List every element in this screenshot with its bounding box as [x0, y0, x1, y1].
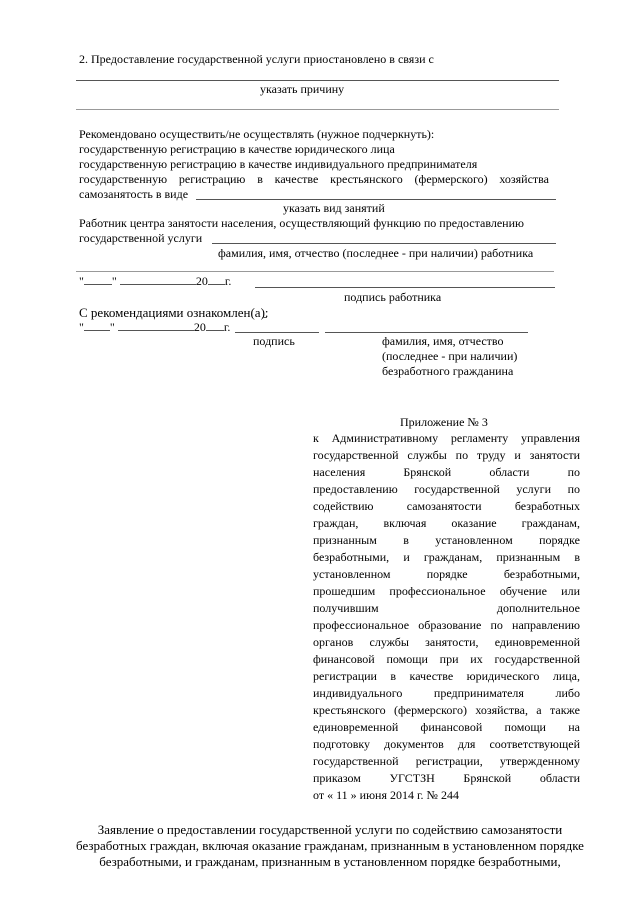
- acquainted-date-close-quote: ": [109, 320, 115, 334]
- appendix-line: органов службы занятости, единовременной: [313, 635, 580, 649]
- statement-line-1: Заявление о предоставлении государственной услуги по содействию самозанятости: [97, 822, 563, 837]
- appendix-line: установленном порядке безработными,: [313, 567, 580, 581]
- reason-caption: указать причину: [260, 82, 345, 96]
- acquainted-year-field[interactable]: [206, 319, 224, 331]
- appendix-line: финансовой помощи при их государственной: [313, 652, 580, 666]
- worker-extra-line: [76, 271, 554, 272]
- appendix-line: населения Брянской области по: [313, 465, 580, 479]
- acquainted-line: С рекомендациями ознакомлен(а):: [79, 305, 269, 320]
- appendix-title: Приложение № 3: [400, 415, 488, 429]
- worker-day-field[interactable]: [84, 273, 112, 285]
- acquainted-name-caption-3: безработного гражданина: [382, 364, 514, 378]
- section2-line: 2. Предоставление государственной услуги приостановлено в связи с: [79, 52, 434, 66]
- appendix-line: единовременной финансовой помощи на: [313, 720, 580, 734]
- appendix-line: индивидуального предпринимателя либо: [313, 686, 580, 700]
- appendix-line: граждан, включая оказание гражданам,: [313, 516, 580, 530]
- worker-month-field[interactable]: [120, 273, 196, 285]
- appendix-line: предоставлению государственной услуги по: [313, 482, 580, 496]
- worker-line-1: Работник центра занятости населения, осуществляющий функцию по предоставлению: [79, 216, 524, 230]
- recommend-option-self-employment: [79, 187, 188, 202]
- appendix-line: государственной регистрации, утвержденному: [313, 754, 580, 768]
- worker-name-caption: фамилия, имя, отчество (последнее - при наличии) работника: [218, 246, 534, 260]
- reason-field-line-2[interactable]: [76, 109, 559, 110]
- acquainted-name-caption-2: (последнее - при наличии): [382, 349, 518, 363]
- acquainted-signature-caption: подпись: [253, 334, 295, 348]
- acquainted-month-field[interactable]: [118, 319, 194, 331]
- recommend-option-entrepreneur: государственную регистрацию в качестве индивидуального предпринимателя: [79, 157, 478, 171]
- appendix-line: получившим дополнительное: [313, 601, 580, 615]
- acquainted-day-field[interactable]: [84, 319, 110, 331]
- appendix-line: крестьянского (фермерского) хозяйства, а также: [313, 703, 580, 717]
- appendix-text-block: [313, 430, 580, 804]
- worker-date: [79, 273, 231, 289]
- worker-date-close-quote: ": [111, 274, 117, 288]
- appendix-line: профессиональное образование по направлению: [313, 618, 580, 632]
- recommend-intro: Рекомендовано осуществить/не осуществлять (нужное подчеркнуть):: [79, 127, 435, 141]
- recommend-option-legal-entity: государственную регистрацию в качестве юридического лица: [79, 142, 395, 156]
- appendix-line: к Административному регламенту управления: [313, 431, 580, 445]
- statement-heading: [60, 822, 600, 870]
- acquainted-year-prefix: 20: [193, 320, 206, 334]
- appendix-line: подготовку документов для соответствующей: [313, 737, 580, 751]
- appendix-line: содействию самозанятости безработных: [313, 499, 580, 513]
- appendix-line: безработными, и гражданам, признанным в: [313, 550, 580, 564]
- acquainted-name-caption-1: фамилия, имя, отчество: [382, 334, 504, 348]
- activity-caption: указать вид занятий: [283, 201, 385, 215]
- worker-year-prefix: 20: [195, 274, 208, 288]
- recommend-option-farm: государственную регистрацию в качестве крестьянского (фермерского) хозяйства: [79, 172, 549, 186]
- acquainted-line-tail: [262, 317, 267, 318]
- worker-year-suffix: г.: [224, 274, 232, 288]
- acquainted-year-suffix: г.: [223, 320, 231, 334]
- worker-date-open-quote: ": [79, 274, 84, 288]
- worker-signature-line[interactable]: [255, 287, 555, 288]
- activity-field-line[interactable]: [196, 199, 556, 200]
- acquainted-date: [79, 319, 230, 335]
- statement-line-3: безработными, и гражданам, признанным в установленном порядке безработными,: [99, 854, 561, 869]
- appendix-line: прошедшим профессиональное обучение или: [313, 584, 580, 598]
- acquainted-signature-line[interactable]: [235, 332, 319, 333]
- self-employment-label: самозанятость в виде: [79, 187, 189, 201]
- worker-line-2: государственной услуги: [79, 231, 203, 245]
- appendix-line: приказом УГСТЗН Брянской области: [313, 771, 580, 785]
- appendix-line: государственной службы по труду и занятости: [313, 448, 580, 462]
- appendix-line: признанным в установленном порядке: [313, 533, 580, 547]
- acquainted-date-open-quote: ": [79, 320, 84, 334]
- worker-signature-caption: подпись работника: [344, 290, 442, 304]
- appendix-last-line: от « 11 » июня 2014 г. № 244: [313, 788, 459, 802]
- worker-name-field-line[interactable]: [212, 243, 556, 244]
- acquainted-name-line[interactable]: [325, 332, 528, 333]
- reason-field-line[interactable]: [76, 80, 559, 81]
- statement-line-2: безработных граждан, включая оказание гражданам, признанным в установленном порядке: [76, 838, 584, 853]
- appendix-line: регистрации в качестве юридического лица,: [313, 669, 580, 683]
- worker-year-field[interactable]: [208, 273, 225, 285]
